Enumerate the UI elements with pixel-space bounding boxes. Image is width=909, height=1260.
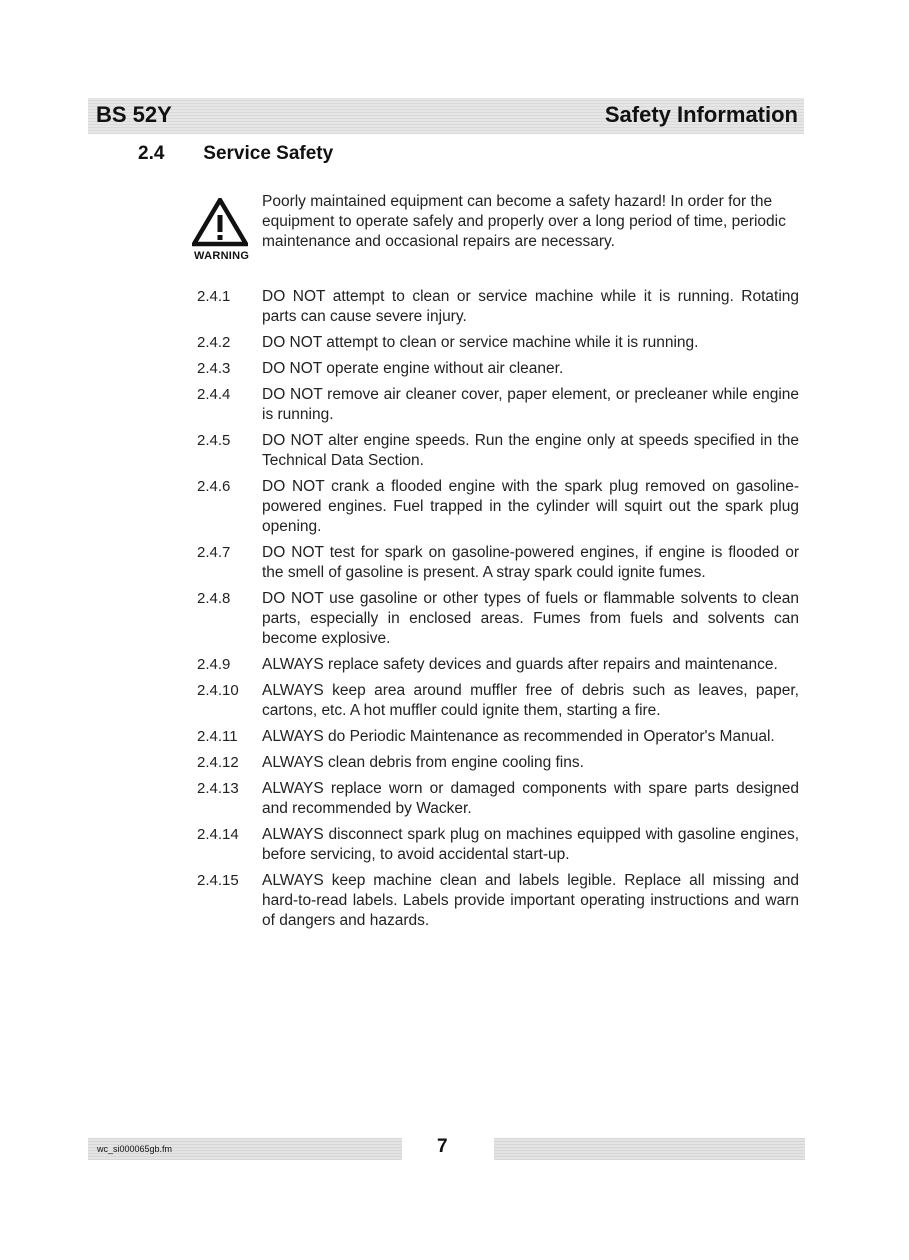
safety-item bbox=[197, 779, 799, 819]
safety-item-number: 2.4.2 bbox=[197, 334, 231, 351]
safety-item-text: DO NOT remove air cleaner cover, paper element, or precleaner while engine is running. bbox=[262, 386, 799, 423]
footer-file-name: wc_si000065gb.fm bbox=[97, 1144, 173, 1154]
safety-item bbox=[197, 385, 799, 425]
safety-item bbox=[197, 589, 799, 649]
safety-item-text: ALWAYS keep machine clean and labels legible. Replace all missing and hard-to-read labels. Labels provide important operating instructions and warn of dangers and hazards. bbox=[262, 872, 799, 929]
safety-item bbox=[197, 825, 799, 865]
safety-item-text: DO NOT crank a flooded engine with the spark plug removed on gasoline-powered engines. Fuel trapped in the cylinder will squirt out the spark plug opening. bbox=[262, 478, 799, 535]
warning-label: WARNING bbox=[194, 250, 250, 262]
safety-item-number: 2.4.8 bbox=[197, 590, 231, 607]
section-number: 2.4 bbox=[138, 143, 165, 164]
safety-item bbox=[197, 431, 799, 471]
page-number: 7 bbox=[437, 1136, 448, 1157]
safety-item bbox=[197, 727, 799, 747]
section-heading bbox=[138, 143, 333, 165]
safety-item-text: ALWAYS replace worn or damaged components with spare parts designed and recommended by Wacker. bbox=[262, 780, 799, 817]
safety-item bbox=[197, 287, 799, 327]
safety-item-list bbox=[197, 287, 799, 937]
safety-item-text: ALWAYS do Periodic Maintenance as recommended in Operator's Manual. bbox=[262, 728, 775, 745]
safety-item-text: DO NOT attempt to clean or service machine while it is running. bbox=[262, 334, 699, 351]
safety-item bbox=[197, 655, 799, 675]
header-section-title: Safety Information bbox=[604, 102, 798, 127]
safety-item-text: DO NOT operate engine without air cleaner. bbox=[262, 360, 564, 377]
safety-item-number: 2.4.9 bbox=[197, 656, 231, 673]
safety-item-number: 2.4.15 bbox=[197, 872, 239, 889]
safety-item-text: DO NOT test for spark on gasoline-powered engines, if engine is flooded or the smell of gasoline is present. A stray spark could ignite fumes. bbox=[262, 544, 799, 581]
safety-item-number: 2.4.4 bbox=[197, 386, 231, 403]
safety-item-text: DO NOT use gasoline or other types of fuels or flammable solvents to clean parts, especially in enclosed areas. Fumes from fuels and solvents can become explosive. bbox=[262, 590, 799, 647]
safety-item-number: 2.4.6 bbox=[197, 478, 231, 495]
footer-bar-right bbox=[494, 1138, 805, 1160]
safety-item-number: 2.4.13 bbox=[197, 780, 239, 797]
safety-item bbox=[197, 477, 799, 537]
safety-item-number: 2.4.5 bbox=[197, 432, 231, 449]
safety-item-text: ALWAYS disconnect spark plug on machines equipped with gasoline engines, before servicing, to avoid accidental start-up. bbox=[262, 826, 799, 863]
safety-item-number: 2.4.3 bbox=[197, 360, 231, 377]
safety-item-text: ALWAYS replace safety devices and guards after repairs and maintenance. bbox=[262, 656, 778, 673]
safety-item-number: 2.4.14 bbox=[197, 826, 239, 843]
safety-item bbox=[197, 359, 799, 379]
safety-item-number: 2.4.1 bbox=[197, 288, 231, 305]
safety-item-text: ALWAYS clean debris from engine cooling fins. bbox=[262, 754, 584, 771]
safety-item-number: 2.4.10 bbox=[197, 682, 239, 699]
safety-item-number: 2.4.11 bbox=[197, 728, 238, 745]
safety-item bbox=[197, 871, 799, 931]
safety-item bbox=[197, 753, 799, 773]
header-model: BS 52Y bbox=[96, 102, 172, 127]
safety-item bbox=[197, 681, 799, 721]
warning-text: Poorly maintained equipment can become a safety hazard! In order for the equipment to operate safely and properly over a long period of time, periodic maintenance and occasional repairs are necessary. bbox=[262, 193, 786, 250]
safety-item bbox=[197, 333, 799, 353]
safety-item-text: ALWAYS keep area around muffler free of debris such as leaves, paper, cartons, etc. A hot muffler could ignite them, starting a fire. bbox=[262, 682, 799, 719]
safety-item-text: DO NOT attempt to clean or service machine while it is running. Rotating parts can cause severe injury. bbox=[262, 288, 799, 325]
warning-triangle-icon bbox=[192, 198, 248, 253]
safety-item-text: DO NOT alter engine speeds. Run the engine only at speeds specified in the Technical Data Section. bbox=[262, 432, 799, 469]
safety-item-number: 2.4.7 bbox=[197, 544, 231, 561]
safety-item-number: 2.4.12 bbox=[197, 754, 239, 771]
safety-item bbox=[197, 543, 799, 583]
section-title: Service Safety bbox=[203, 143, 334, 164]
